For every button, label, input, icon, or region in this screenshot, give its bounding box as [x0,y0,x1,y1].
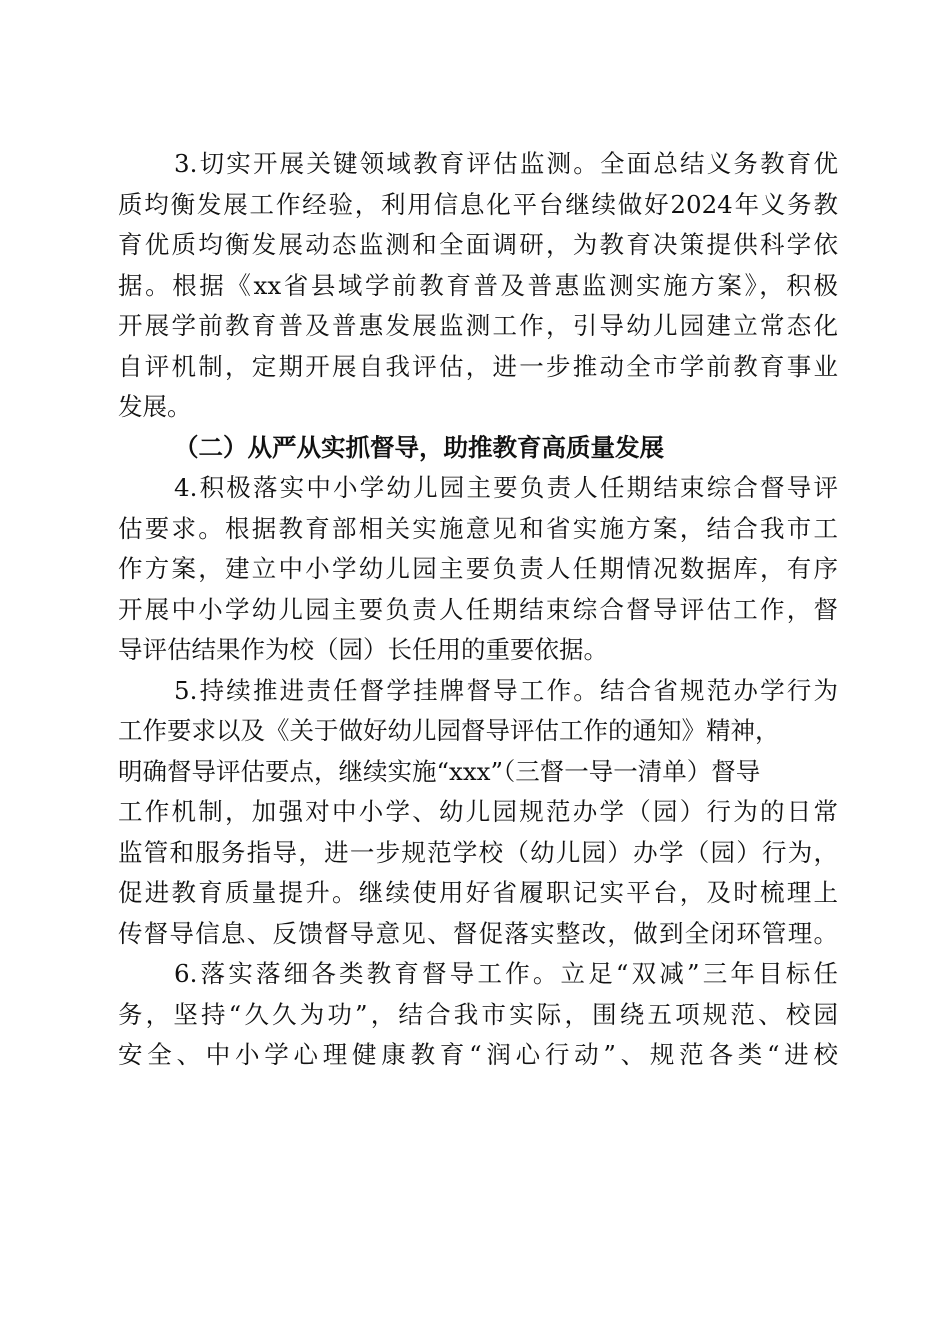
paragraph-line: 工作要求以及《关于做好幼儿园督导评估工作的通知》精神， [118,716,780,745]
paragraph-line: 开展学前教育普及普惠发展监测工作，引导幼儿园建立常态化 [118,311,838,340]
paragraph-line: 监管和服务指导，进一步规范学校（幼儿园）办学（园）行为， [118,837,838,867]
paragraph-line: 5.持续推进责任督学挂牌督导工作。结合省规范办学行为 [174,675,838,705]
paragraph-line: 开展中小学幼儿园主要负责人任期结束综合督导评估工作，督 [118,594,838,624]
paragraph-line: 估要求。根据教育部相关实施意见和省实施方案，结合我市工 [118,513,838,543]
paragraph-line: 务，坚持“久久为功”，结合我市实际，围绕五项规范、校园 [118,999,838,1029]
paragraph-4 [118,468,838,671]
paragraph-line: 工作机制，加强对中小学、幼儿园规范办学（园）行为的日常 [118,797,838,826]
paragraph-line: 4.积极落实中小学幼儿园主要负责人任期结束综合督导评 [174,473,838,502]
paragraph-line: 安全、中小学心理健康教育“润心行动”、规范各类“进校 [118,1040,838,1069]
paragraph-line: 发展。 [118,392,192,421]
paragraph-line: 传督导信息、反馈督导意见、督促落实整改，做到全闭环管理。 [118,918,838,948]
paragraph-line: 据。根据《xx省县域学前教育普及普惠监测实施方案》，积极 [118,270,838,300]
paragraph-6 [118,954,838,1076]
document-body [118,144,838,1076]
paragraph-line: 导评估结果作为校（园）长任用的重要依据。 [118,635,608,664]
paragraph-line: 明确督导评估要点，继续实施“xxx”（三督一导一清单）督导 [118,756,761,786]
paragraph-line: 自评机制，定期开展自我评估，进一步推动全市学前教育事业 [118,351,838,381]
paragraph-line: 6.落实落细各类教育督导工作。立足“双减”三年目标任 [174,959,838,988]
paragraph-line: 作方案，建立中小学幼儿园主要负责人任期情况数据库，有序 [118,554,838,583]
paragraph-line: 3.切实开展关键领域教育评估监测。全面总结义务教育优 [174,149,838,178]
paragraph-line: 质均衡发展工作经验，利用信息化平台继续做好2024年义务教 [118,189,838,219]
paragraph-line: 促进教育质量提升。继续使用好省履职记实平台，及时梳理上 [118,878,838,907]
paragraph-line: 育优质均衡发展动态监测和全面调研，为教育决策提供科学依 [118,230,838,259]
paragraph-3 [118,144,838,428]
section-heading: （二）从严从实抓督导，助推教育高质量发展 [174,432,664,462]
paragraph-5 [118,671,838,955]
